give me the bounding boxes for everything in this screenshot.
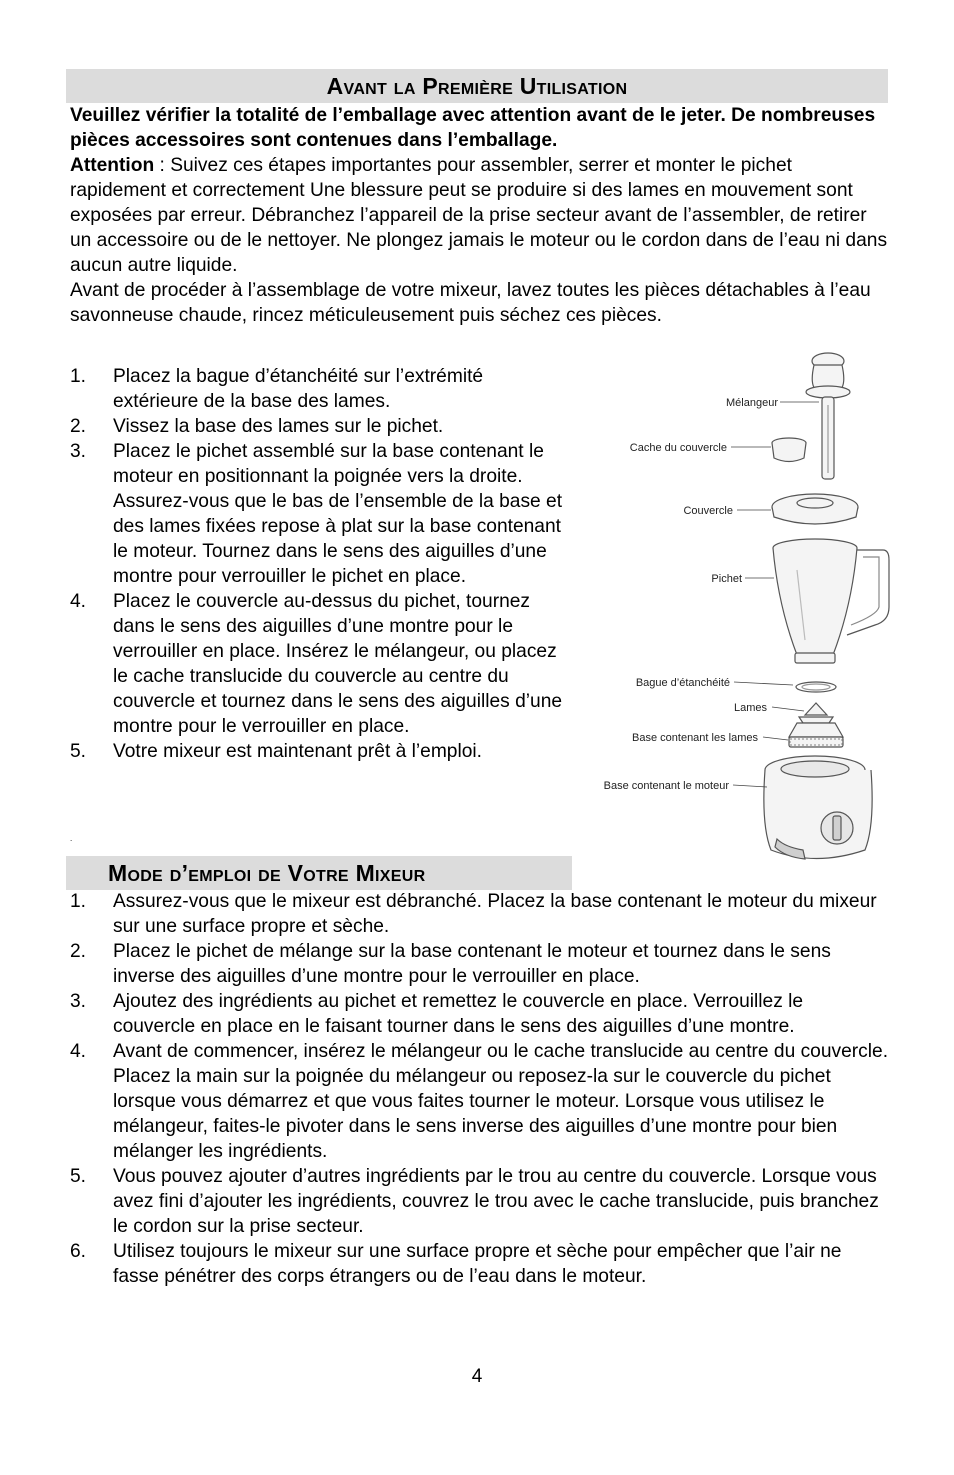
label-cache-couvercle: Cache du couvercle (629, 442, 727, 454)
sealing-ring-illustration (796, 682, 836, 692)
intro-warning: Veuillez vérifier la totalité de l’emballage avec attention avant de le jeter. De nombreuses pièces accessoires sont contenues dans l’emballage. (70, 105, 876, 151)
lid-cap-illustration (772, 438, 806, 462)
step-number: 5. (70, 1166, 87, 1187)
step-number: 5. (70, 741, 87, 762)
list-item (70, 1039, 890, 1164)
tamper-illustration (806, 353, 850, 479)
blades-illustration (799, 703, 833, 723)
list-item (70, 1164, 890, 1239)
list-item (70, 889, 890, 939)
list-item (70, 939, 890, 989)
label-pichet: Pichet (711, 573, 742, 585)
list-item (70, 364, 570, 414)
step-text: Utilisez toujours le mixeur sur une surface propre et sèche pour empêcher que l’air ne fasse pénétrer des corps étrangers ou de l’eau dans le moteur. (113, 1241, 842, 1287)
section-title-usage: Mode d’emploi de Votre Mixeur (66, 856, 572, 890)
step-number: 2. (70, 416, 87, 437)
step-text: Placez le pichet assemblé sur la base contenant le moteur en positionnant la poignée vers la droite. Assurez-vous que le bas de l’ensemble de la base et des lames fixées repose à plat sur la base contenant le moteur. Tournez dans le sens des aiguilles d’une montre pour verrouiller le pichet en place. (113, 441, 563, 587)
label-bague: Bague d’étanchéité (635, 677, 730, 689)
list-item (70, 1239, 890, 1289)
label-couvercle: Couvercle (683, 505, 733, 517)
label-base-moteur: Base contenant le moteur (603, 780, 729, 792)
attention-paragraph (70, 153, 890, 278)
step-text: Vissez la base des lames sur le pichet. (113, 416, 444, 437)
motor-base-illustration (764, 756, 872, 859)
page-number: 4 (471, 1366, 483, 1387)
step-text: Avant de commencer, insérez le mélangeur ou le cache translucide au centre du couvercle. Placez la main sur la poignée du mélangeur ou reposez-la sur le couvercle du pichet lorsque vous démarrez et que vous faites tourner le moteur. Lorsque vous utilisez le mélangeur, faites-le pivoter dans le sens inverse des aiguilles d’une montre pour bien mélanger les ingrédients. (113, 1041, 889, 1162)
step-text: Placez la bague d’étanchéité sur l’extrémité extérieure de la base des lames. (113, 366, 484, 412)
attention-label: Attention (70, 155, 155, 176)
section-title-first-use: Avant la Première Utilisation (66, 69, 888, 103)
lid-illustration (772, 494, 858, 524)
label-lames: Lames (733, 702, 767, 714)
step-text: Assurez-vous que le mixeur est débranché. Placez la base contenant le moteur du mixeur sur une surface propre et sèche. (113, 891, 877, 937)
list-item (70, 439, 570, 589)
step-number: 2. (70, 941, 87, 962)
assembly-steps (70, 364, 570, 764)
label-base-lames: Base contenant les lames (632, 732, 758, 744)
step-text: Placez le couvercle au-dessus du pichet, tournez dans le sens des aiguilles d’une montre pour le verrouiller en place. Insérez le mélangeur, ou placez le cache translucide du couvercle au centre du couvercle et tournez dans le sens des aiguilles d’une montre pour le verrouiller en place. (113, 591, 563, 737)
step-text: Placez le pichet de mélange sur la base contenant le moteur et tournez dans le sens inverse des aiguilles d’une montre pour le verrouiller en place. (113, 941, 831, 987)
step-number: 4. (70, 591, 87, 612)
step-text: Votre mixeur est maintenant prêt à l’emploi. (113, 741, 483, 762)
list-item (70, 989, 890, 1039)
jar-illustration (773, 539, 889, 663)
list-item (70, 414, 570, 439)
step-text: Vous pouvez ajouter d’autres ingrédients par le trou au centre du couvercle. Lorsque vous avez fini d’ajouter les ingrédients, couvrez le trou avec le cache translucide, puis branchez le cordon sur la prise secteur. (113, 1166, 879, 1237)
blender-exploded-diagram (585, 345, 905, 880)
step-number: 3. (70, 441, 87, 462)
before-assembly-paragraph: Avant de procéder à l’assemblage de votre mixeur, lavez toutes les pièces détachables à l’eau savonneuse chaude, rincez méticuleusement puis séchez ces pièces. (70, 280, 871, 326)
list-item (70, 739, 570, 764)
list-item (70, 589, 570, 739)
step-number: 6. (70, 1241, 87, 1262)
label-melangeur: Mélangeur (726, 397, 778, 409)
stray-dot: . (70, 834, 73, 843)
step-text: Ajoutez des ingrédients au pichet et remettez le couvercle en place. Verrouillez le couvercle en place en le faisant tourner dans le sens des aiguilles d’une montre. (113, 991, 804, 1037)
attention-text: : Suivez ces étapes importantes pour assembler, serrer et monter le pichet rapidement et correctement Une blessure peut se produire si des lames en mouvement sont exposées par erreur. Débranchez l’appareil de la prise secteur avant de l’assembler, de retirer un accessoire ou de le nettoyer. Ne plongez jamais le moteur ou le cordon dans de l’eau ni dans aucun autre liquide. (70, 155, 888, 276)
step-number: 4. (70, 1041, 87, 1062)
step-number: 3. (70, 991, 87, 1012)
usage-steps (70, 889, 890, 1289)
step-number: 1. (70, 366, 87, 387)
step-number: 1. (70, 891, 87, 912)
blade-base-illustration (789, 723, 843, 747)
